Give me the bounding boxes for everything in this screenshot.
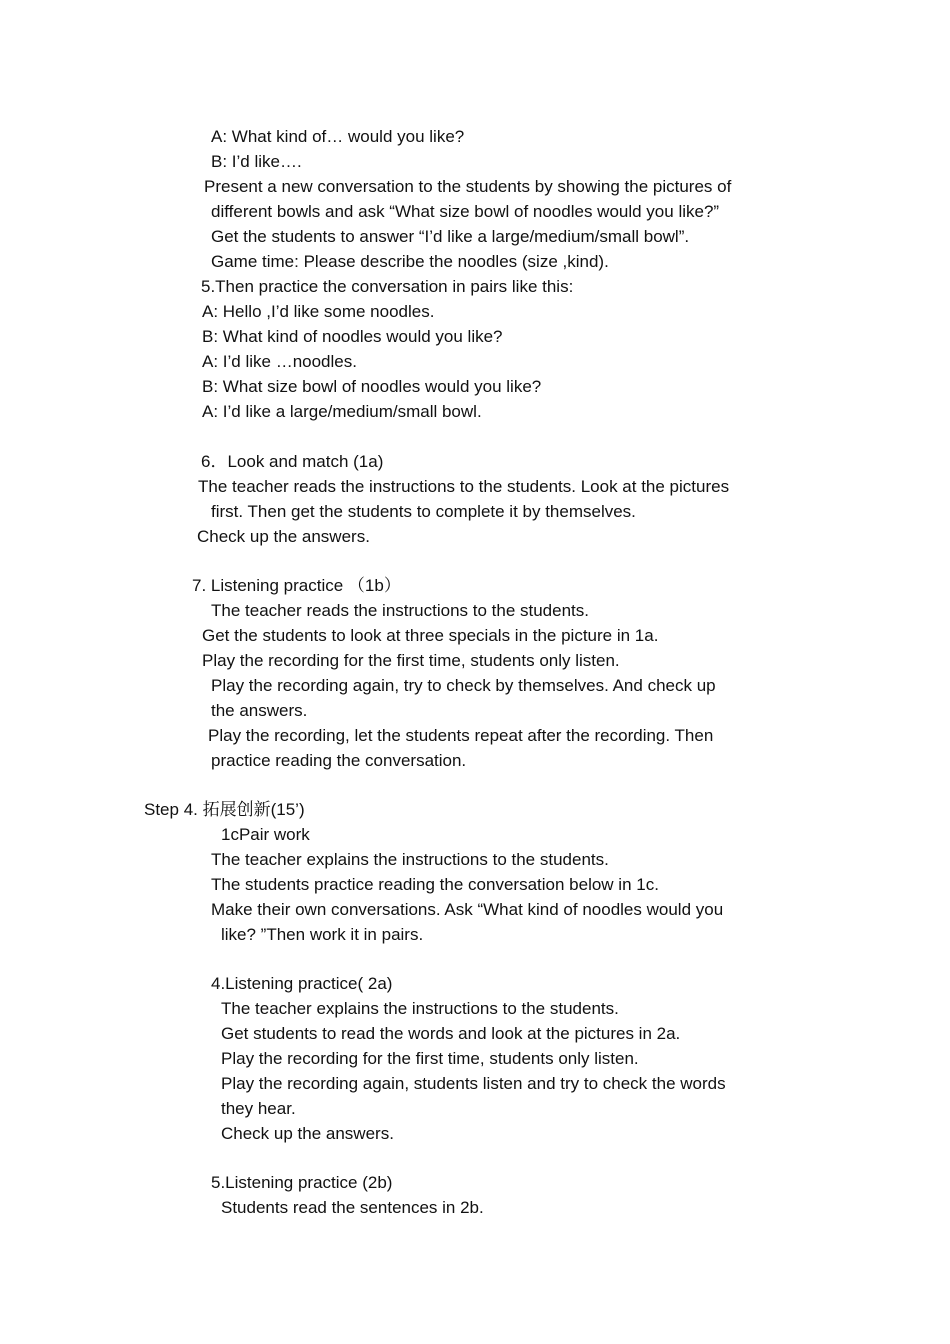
step6-line-1: The teacher reads the instructions to the students. Look at the pictures [198, 477, 730, 496]
pair-work-line-4: like? ”Then work it in pairs. [221, 925, 424, 944]
step5-heading: 5.Then practice the conversation in pairs like this: [201, 277, 574, 296]
listening-2a-line-3: Play the recording for the first time, students only listen. [221, 1049, 639, 1068]
listening-2a-line-4: Play the recording again, students listen and try to check the words [221, 1074, 726, 1093]
present-line-3: Get the students to answer “I’d like a large/medium/small bowl”. [211, 227, 690, 246]
listening-2a-heading: 4.Listening practice( 2a) [211, 974, 393, 993]
pair-work-line-3: Make their own conversations. Ask “What kind of noodles would you [211, 900, 724, 919]
step4-heading-prefix: Step 4. [144, 800, 203, 819]
step7-line-5: the answers. [211, 701, 308, 720]
step7-line-4: Play the recording again, try to check by themselves. And check up [211, 676, 716, 695]
step6-heading: 6．Look and match (1a) [201, 452, 384, 471]
step6-line-3: Check up the answers. [197, 527, 370, 546]
listening-2a-line-2: Get students to read the words and look at the pictures in 2a. [221, 1024, 681, 1043]
listening-2a-line-6: Check up the answers. [221, 1124, 394, 1143]
dialogue-line: B: What kind of noodles would you like? [202, 327, 503, 346]
dialogue-line-a-kind: A: What kind of… would you like? [211, 127, 465, 146]
step4-heading-cjk: 拓展创新 [202, 800, 271, 820]
step6-line-2: first. Then get the students to complete it by themselves. [211, 502, 636, 521]
dialogue-line: A: I’d like …noodles. [202, 352, 357, 371]
step4-heading [144, 797, 305, 822]
dialogue-line: A: Hello ,I’d like some noodles. [202, 302, 435, 321]
step7-line-3: Play the recording for the first time, students only listen. [202, 651, 620, 670]
listening-2b-heading: 5.Listening practice (2b) [211, 1173, 393, 1192]
step4-heading-suffix: (15’) [270, 800, 305, 819]
step7-heading: 7. Listening practice （1b） [192, 576, 401, 595]
listening-2a-line-5: they hear. [221, 1099, 296, 1118]
listening-2a-line-1: The teacher explains the instructions to the students. [221, 999, 619, 1018]
step7-line-6: Play the recording, let the students repeat after the recording. Then [208, 726, 714, 745]
listening-2b-line-1: Students read the sentences in 2b. [221, 1198, 484, 1217]
pair-work-line-1: The teacher explains the instructions to the students. [211, 850, 609, 869]
present-line-2: different bowls and ask “What size bowl of noodles would you like?” [211, 202, 720, 221]
step7-line-1: The teacher reads the instructions to the students. [211, 601, 589, 620]
step7-line-2: Get the students to look at three specials in the picture in 1a. [202, 626, 659, 645]
dialogue-line: A: I’d like a large/medium/small bowl. [202, 402, 482, 421]
pair-work-title: 1cPair work [221, 825, 310, 844]
pair-work-line-2: The students practice reading the conversation below in 1c. [211, 875, 659, 894]
dialogue-line-b-like: B: I’d like…. [211, 152, 302, 171]
step7-line-7: practice reading the conversation. [211, 751, 467, 770]
dialogue-line: B: What size bowl of noodles would you like? [202, 377, 542, 396]
present-line-1: Present a new conversation to the students by showing the pictures of [204, 177, 732, 196]
game-time-line: Game time: Please describe the noodles (size ,kind). [211, 252, 609, 271]
